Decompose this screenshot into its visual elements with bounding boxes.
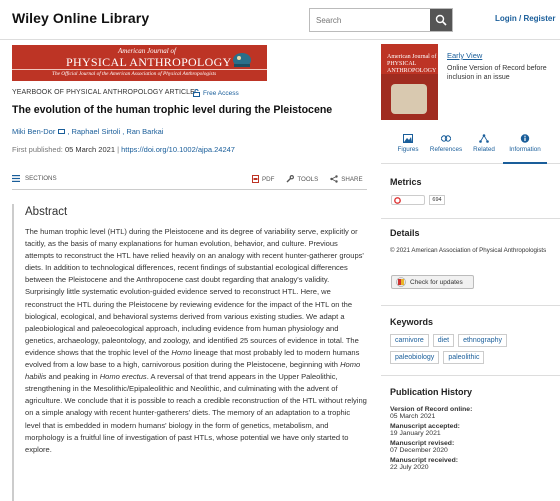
keyword-tag[interactable]: paleolithic bbox=[443, 351, 484, 364]
check-updates-button[interactable] bbox=[391, 275, 474, 289]
publication-history bbox=[390, 403, 550, 473]
free-access-badge bbox=[193, 89, 239, 97]
sidebar-tabs bbox=[381, 130, 560, 164]
divider bbox=[381, 375, 560, 376]
cover-line-3: ANTHROPOLOGY bbox=[387, 68, 437, 74]
tab-references[interactable] bbox=[427, 130, 465, 164]
keyword-tag[interactable]: carnivore bbox=[390, 334, 429, 347]
link-icon bbox=[441, 134, 451, 143]
divider bbox=[381, 218, 560, 219]
list-icon bbox=[12, 175, 20, 182]
keyword-list bbox=[390, 334, 555, 364]
pdf-button[interactable] bbox=[252, 175, 274, 183]
tab-label: Information bbox=[509, 146, 541, 153]
article-title: The evolution of the human trophic level during the Pleistocene bbox=[12, 104, 333, 116]
first-published-date: 05 March 2021 bbox=[64, 145, 115, 154]
tools-button[interactable] bbox=[286, 175, 318, 183]
doi-link[interactable]: https://doi.org/10.1002/ajpa.24247 bbox=[121, 145, 235, 154]
cover-text bbox=[387, 54, 436, 75]
article-toolbar bbox=[12, 168, 367, 190]
share-icon bbox=[330, 175, 338, 183]
keyword-tag[interactable]: paleobiology bbox=[390, 351, 439, 364]
first-published-label: First published: bbox=[12, 145, 63, 154]
site-header bbox=[0, 0, 560, 40]
banner-journal-name: PHYSICAL ANTHROPOLOGY bbox=[66, 55, 232, 69]
altmetric-donut-icon bbox=[391, 195, 425, 205]
abstract-italic: Homo bbox=[171, 347, 192, 357]
divider bbox=[381, 305, 560, 306]
author-separator: , bbox=[122, 127, 125, 136]
history-label: Manuscript accepted: bbox=[390, 423, 460, 430]
tab-label: Related bbox=[473, 146, 495, 153]
abstract-section bbox=[12, 204, 367, 501]
abstract-heading: Abstract bbox=[25, 206, 68, 218]
history-value: 05 March 2021 bbox=[390, 413, 436, 420]
history-value: 22 July 2020 bbox=[390, 464, 429, 471]
history-label: Version of Record online: bbox=[390, 406, 473, 413]
sections-button[interactable] bbox=[12, 175, 57, 182]
share-label: SHARE bbox=[341, 175, 363, 183]
author-link[interactable]: Miki Ben-Dor bbox=[12, 127, 56, 136]
author-link[interactable]: Raphael Sirtoli bbox=[71, 127, 121, 136]
metrics-heading: Metrics bbox=[390, 177, 422, 187]
journal-logo-icon bbox=[231, 48, 253, 70]
abstract-italic: Homo habilis bbox=[25, 360, 361, 382]
history-heading: Publication History bbox=[390, 387, 473, 397]
crossmark-icon bbox=[396, 277, 406, 287]
sections-label: SECTIONS bbox=[25, 175, 57, 182]
author-link[interactable]: Ran Barkai bbox=[126, 127, 164, 136]
pdf-icon bbox=[252, 175, 259, 183]
details-heading: Details bbox=[390, 228, 420, 238]
abstract-part: lineage that most probably led to modern humans evolved from a low base to a high, carnivorous position during the Pleistocene, beginning with bbox=[25, 347, 360, 370]
check-updates-label: Check for updates bbox=[410, 278, 463, 286]
search-button[interactable] bbox=[430, 9, 452, 31]
early-view-description: Online Version of Record before inclusion in an issue bbox=[447, 65, 547, 81]
tab-label: Figures bbox=[397, 146, 419, 153]
abstract-part: and peaking in bbox=[46, 372, 100, 382]
abstract-part: . A reversal of that trend appears in the Upper Paleolithic, strengthening in the Mesolithic/Epipaleolithic and Neolithic, and culminating with the advent of agriculture. We conclude that it is possible to reach a credible reconstruction of the HTL without relying on a simple analogy with recent hunter-gatherers' diets. The memory of an adaptation to a trophic level that is embedded in modern humans' biology in the form of genetics, metabolism, and morphology is a fruitful line of investigation of past HTLs, whose potential we have only started to explore. bbox=[25, 372, 367, 454]
early-view-link[interactable]: Early View bbox=[447, 51, 483, 60]
toolbar-actions bbox=[252, 175, 363, 183]
history-value: 07 December 2020 bbox=[390, 447, 448, 454]
wrench-icon bbox=[286, 175, 294, 183]
tab-information[interactable] bbox=[503, 130, 547, 164]
abstract-text bbox=[25, 226, 367, 456]
banner-subtitle: The Official Journal of the American Association of Physical Anthropologists bbox=[52, 71, 217, 77]
cover-line-2: PHYSICAL bbox=[387, 61, 417, 67]
share-button[interactable] bbox=[330, 175, 362, 183]
journal-banner[interactable] bbox=[12, 45, 267, 81]
publication-line bbox=[12, 145, 235, 154]
pdf-label: PDF bbox=[262, 175, 275, 183]
history-value: 19 January 2021 bbox=[390, 430, 441, 437]
history-label: Manuscript received: bbox=[390, 457, 458, 464]
info-icon bbox=[520, 134, 530, 143]
keywords-heading: Keywords bbox=[390, 317, 434, 327]
altmetric-badge[interactable] bbox=[391, 195, 445, 205]
metrics-count: 694 bbox=[429, 195, 445, 205]
cover-line-1: American Journal of bbox=[387, 54, 437, 60]
wiley-logo[interactable]: Wiley Online Library bbox=[12, 10, 150, 26]
keyword-tag[interactable]: diet bbox=[433, 334, 454, 347]
free-access-label: Free Access bbox=[203, 89, 239, 97]
journal-cover-thumbnail[interactable] bbox=[381, 44, 438, 120]
image-icon bbox=[403, 134, 413, 143]
author-list bbox=[12, 127, 163, 136]
tools-label: TOOLS bbox=[297, 175, 319, 183]
banner-line-1: American Journal of bbox=[118, 47, 176, 55]
banner-divider bbox=[12, 69, 267, 70]
login-register-link[interactable]: Login / Register bbox=[495, 14, 556, 23]
search-box bbox=[309, 8, 453, 32]
tab-related[interactable] bbox=[465, 130, 503, 164]
article-type: YEARBOOK OF PHYSICAL ANTHROPOLOGY ARTICLE bbox=[12, 89, 195, 96]
keyword-tag[interactable]: ethnography bbox=[458, 334, 507, 347]
abstract-part: The human trophic level (HTL) during the Pleistocene and its degree of variability serve, explicitly or tacitly, as the basis of many explanations for human evolution, behavior, and culture. Previous attempts to reconstruct the HTL have relied heavily on an analogy with recent hunter-gatherer groups' diets. In addition to technological differences, recent findings of substantial ecological differences between the Pleistocene and the Anthropocene cast doubt regarding that analogy's validity. Surprisingly little systematic evolution-guided evidence served to reconstruct HTL. Here, we reconstruct the HTL during the Pleistocene by reviewing evidence for the impact of the HTL on the biological, ecological, and behavioral systems derived from various existing studies. We adapt a paleobiological and paleoecological approach, including evidence from human physiology and genetics, archaeology, paleontology, and zoology, and identified 25 sources of evidence in total. The evidence shows that the trophic level of the bbox=[25, 227, 364, 357]
abstract-italic: Homo erectus bbox=[99, 372, 147, 382]
tab-label: References bbox=[429, 146, 463, 153]
search-input[interactable] bbox=[310, 9, 430, 31]
pub-separator: | bbox=[117, 145, 120, 154]
tab-figures[interactable] bbox=[389, 130, 427, 164]
cover-image bbox=[391, 84, 427, 114]
network-icon bbox=[479, 134, 489, 143]
altmetric-ring-icon bbox=[394, 197, 401, 204]
email-icon[interactable] bbox=[58, 129, 65, 134]
author-separator: , bbox=[67, 127, 70, 136]
copyright-text: © 2021 American Association of Physical Anthropologists bbox=[390, 247, 547, 254]
search-icon bbox=[435, 14, 447, 26]
history-label: Manuscript revised: bbox=[390, 440, 455, 447]
unlock-icon bbox=[193, 89, 200, 97]
